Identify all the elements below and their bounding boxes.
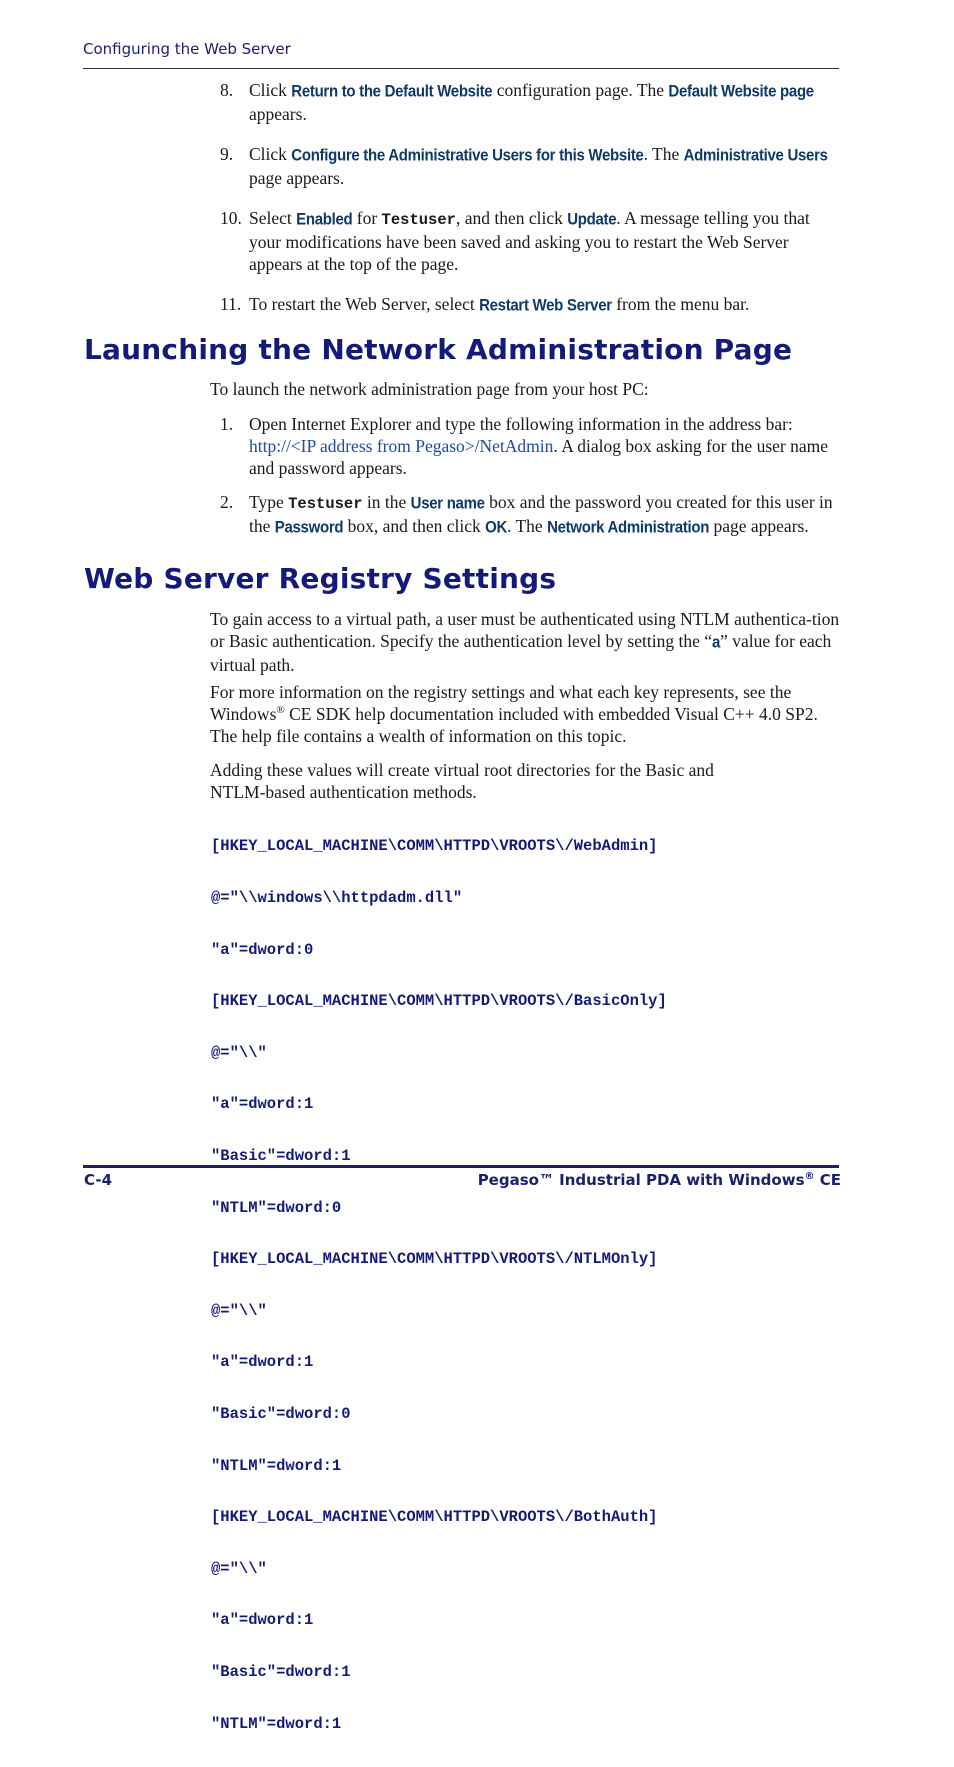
step-text: configuration page. The [492, 80, 669, 100]
page-number: C-4 [84, 1171, 113, 1189]
step-number: 11. [220, 294, 242, 314]
step-text: . The [643, 144, 684, 164]
header-rule [83, 68, 839, 69]
step-text: page appears. [249, 168, 345, 188]
step-number: 9. [220, 144, 234, 164]
step-text: Open Internet Explorer and type the following information in the address bar: [249, 414, 793, 434]
ui-label-network-administration: Network Administration [547, 518, 710, 537]
ui-label-return-default-website: Return to the Default Website [291, 82, 493, 101]
step-text: To restart the Web Server, select [249, 294, 480, 314]
ui-label-restart-web-server: Restart Web Server [479, 296, 612, 315]
code-line: "a"=dword:1 [211, 1611, 314, 1630]
section1-step-2 [220, 491, 840, 539]
step-text: Type [249, 492, 289, 512]
code-line: @="\\windows\\httpdadm.dll" [211, 889, 463, 907]
step-text: . The [507, 516, 548, 536]
section-heading-registry: Web Server Registry Settings [84, 562, 557, 595]
netadmin-url-link[interactable]: http://<IP address from Pegaso>/NetAdmin [249, 436, 554, 456]
step-text: for [352, 208, 382, 228]
step-text: Click [249, 80, 292, 100]
running-header: Configuring the Web Server [83, 40, 291, 58]
step-text: , and then click [455, 208, 568, 228]
section-heading-launching: Launching the Network Administration Page [84, 333, 793, 366]
code-line: "NTLM"=dword:0 [211, 1198, 342, 1217]
code-line: "a"=dword:1 [211, 1095, 314, 1114]
ui-label-user-name: User name [410, 494, 485, 513]
ui-label-configure-admin-users: Configure the Administrative Users for this Website [291, 146, 644, 165]
ui-label-a: a [712, 633, 721, 652]
code-line: [HKEY_LOCAL_MACHINE\COMM\HTTPD\VROOTS\/BothAuth] [211, 1508, 658, 1527]
step-text: box and the password you created for this user in the [249, 492, 833, 536]
paragraph-text: To gain access to a virtual path, a user must be authenticated using NTLM authentica-tion or Basic authentication. Specify the authentication level by setting the “ [210, 609, 840, 651]
step-text: box, and then click [343, 516, 486, 536]
step-number: 10. [220, 208, 242, 228]
step-text: . A message telling you that your modifications have been saved and asking you to restart the Web Server appears at the top of the page. [249, 208, 810, 274]
code-line: "NTLM"=dword:1 [211, 1456, 342, 1475]
step-text: from the menu bar. [611, 294, 750, 314]
step-text: Select [249, 208, 297, 228]
ui-label-ok: OK [485, 518, 508, 537]
step-text: Click [249, 144, 292, 164]
registered-mark: ® [276, 704, 285, 717]
section1-step-1 [220, 413, 840, 479]
step-9 [220, 143, 840, 189]
code-line: "Basic"=dword:1 [211, 1662, 351, 1681]
footer-rule [83, 1165, 839, 1168]
footer-product-text: CE [814, 1171, 841, 1189]
registry-code-block [211, 804, 667, 1767]
ui-label-default-website-page: Default Website page [668, 82, 814, 101]
code-line: "a"=dword:1 [211, 1353, 314, 1372]
code-line: @="\\" [211, 1301, 267, 1320]
code-line: [HKEY_LOCAL_MACHINE\COMM\HTTPD\VROOTS\/WebAdmin] [211, 837, 658, 856]
code-line: @="\\" [211, 1043, 267, 1062]
code-line: "Basic"=dword:0 [211, 1404, 351, 1423]
step-number: 8. [220, 80, 234, 100]
step-11 [220, 293, 840, 317]
code-line: [HKEY_LOCAL_MACHINE\COMM\HTTPD\VROOTS\/BasicOnly] [211, 992, 667, 1011]
section1-intro: To launch the network administration page from your host PC: [210, 379, 649, 399]
step-text: in the [362, 492, 411, 512]
step-number: 1. [220, 414, 234, 434]
step-number: 2. [220, 492, 234, 512]
footer-product-text: Pegaso™ Industrial PDA with Windows [477, 1171, 805, 1189]
ui-label-password: Password [274, 518, 344, 537]
section2-paragraph-2 [210, 681, 840, 747]
ui-label-enabled: Enabled [296, 210, 353, 229]
step-text: appears. [249, 104, 307, 124]
ui-label-update: Update [567, 210, 617, 229]
code-testuser: Testuser [288, 495, 363, 513]
code-line: "Basic"=dword:1 [211, 1146, 351, 1165]
step-10 [220, 207, 840, 275]
paragraph-text: ” value for each virtual path. [210, 631, 832, 675]
code-line: "a"=dword:0 [211, 940, 314, 959]
section2-paragraph-1 [210, 608, 840, 676]
code-testuser: Testuser [381, 211, 456, 229]
code-line: @="\\" [211, 1559, 267, 1578]
footer-product-title [478, 1171, 841, 1189]
ui-label-administrative-users: Administrative Users [683, 146, 828, 165]
section2-paragraph-3: Adding these values will create virtual root directories for the Basic and NTLM-based authentication methods. [210, 760, 714, 802]
step-8 [220, 79, 840, 125]
step-text: . A dialog box asking for the user name and password appears. [249, 436, 829, 478]
code-line: "NTLM"=dword:1 [211, 1714, 342, 1733]
paragraph-text: For more information on the registry settings and what each key represents, see the Windows [210, 682, 792, 724]
registered-mark: ® [804, 1171, 815, 1182]
paragraph-text: CE SDK help documentation included with embedded Visual C++ 4.0 SP2. The help file contains a wealth of information on this topic. [210, 704, 818, 746]
step-text: page appears. [709, 516, 809, 536]
code-line: [HKEY_LOCAL_MACHINE\COMM\HTTPD\VROOTS\/NTLMOnly] [211, 1250, 658, 1269]
